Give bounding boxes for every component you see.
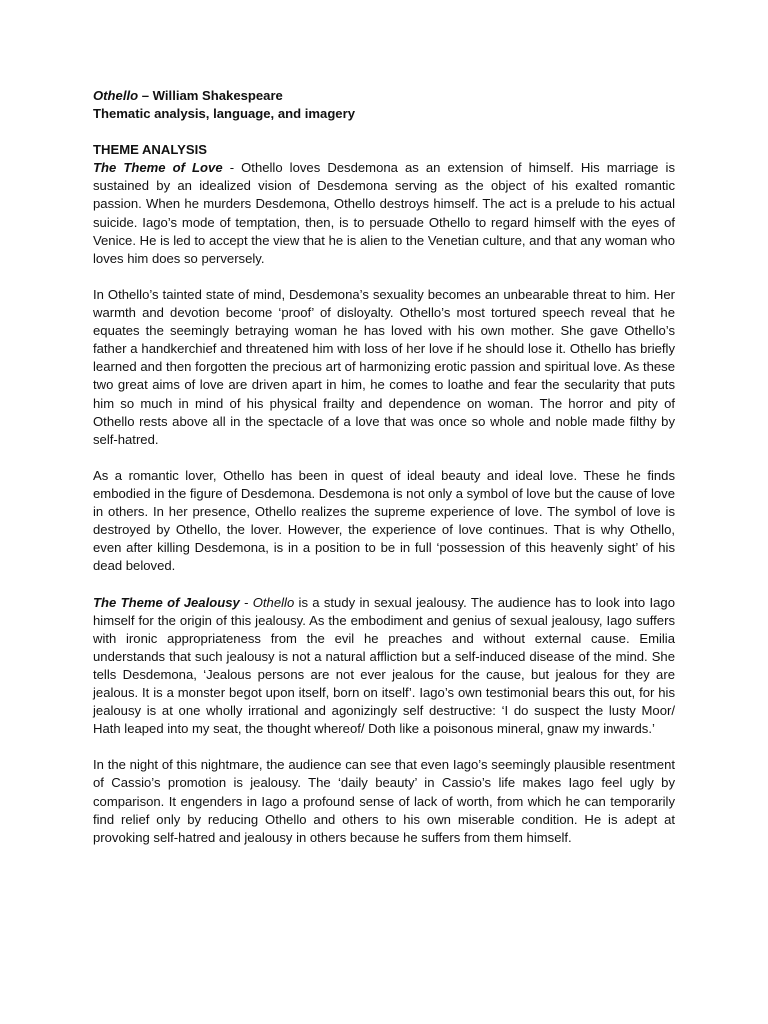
paragraph-love-2: In Othello’s tainted state of mind, Desdemona’s sexuality becomes an unbearable threat to him. Her warmth and devotion become ‘proof’ of disloyalty. Othello’s most tortured speech reveal that he equates the seemingly betraying woman he has loved with his own mother. She gave Othello’s father a handkerchief and threatened him with loss of her love if he should lose it. Othello has briefly learned and then forgotten the precious art of harmonizing erotic passion and spiritual love. As these two great aims of love are driven apart in him, he comes to loathe and fear the secularity that puts him so much in mind of his physical frailty and dependence on woman. The horror and pity of Othello rests above all in the spectacle of a love that was once so whole and noble made filthy by self-hatred.: [93, 286, 675, 447]
paragraph-love-3: As a romantic lover, Othello has been in quest of ideal beauty and ideal love. These he finds embodied in the figure of Desdemona. Desdemona is not only a symbol of love but the cause of love in others. In her presence, Othello realizes the supreme experience of love. The symbol of love is destroyed by Othello, the lover. However, the experience of love continues. That is why Othello, even after killing Desdemona, is in a position to be in full ‘possession of this heavenly sight’ of his dead beloved.: [93, 467, 675, 574]
paragraph-jealousy-1: [93, 594, 675, 739]
paragraph-love-1: [93, 159, 675, 268]
section-heading: THEME ANALYSIS: [93, 142, 207, 158]
document-page: [93, 87, 675, 847]
document-subtitle: Thematic analysis, language, and imagery: [93, 106, 355, 122]
work-reference: Othello: [252, 594, 295, 610]
paragraph-jealousy-2: In the night of this nightmare, the audience can see that even Iago’s seemingly plausible resentment of Cassio’s promotion is jealousy. The ‘daily beauty’ in Cassio’s life makes Iago feel ugly by comparison. It engenders in Iago a profound sense of lack of worth, from which he can temporarily find relief only by reducing Othello and others to his own miserable condition. He is adept at provoking self-hatred and jealousy in others because he suffers from them himself.: [93, 757, 675, 845]
theme-title-dash: -: [239, 594, 253, 610]
document-title-line: [93, 87, 675, 105]
theme-title-love: The Theme of Love: [93, 160, 223, 176]
title-separator: –: [138, 88, 153, 103]
paragraph-love-1-text: - Othello loves Desdemona as an extension of himself. His marriage is sustained by an idealized vision of Desdemona serving as the object of his exalted romantic passion. When he murders Desdemona, Othello destroys himself. The act is a prelude to his actual suicide. Iago’s mode of temptation, then, is to persuade Othello to regard himself with the eyes of Venice. He is led to accept the view that he is alien to the Venetian culture, and that any woman who loves him does so perversely.: [93, 160, 675, 266]
author-name: William Shakespeare: [152, 88, 283, 103]
theme-title-jealousy: The Theme of Jealousy: [93, 594, 240, 610]
work-title: Othello: [93, 88, 139, 103]
paragraph-jealousy-1-text: is a study in sexual jealousy. The audience has to look into Iago himself for the origin of this jealousy. As the embodiment and genius of sexual jealousy, Iago suffers with ironic appropriateness from the evil he preaches and without external cause. Emilia understands that such jealousy is not a natural affliction but a self-induced disease of the mind. She tells Desdemona, ‘Jealous persons are not ever jealous for the cause, but jealous for they are jealous. It is a monster begot upon itself, born on itself’. Iago’s own testimonial bears this out, for his jealousy is at one wholly irrational and agonizingly self destructive: ‘I do suspect the lusty Moor/ Hath leaped into my seat, the thought whereof/ Doth like a poisonous mineral, gnaw my inwards.’: [93, 594, 675, 737]
